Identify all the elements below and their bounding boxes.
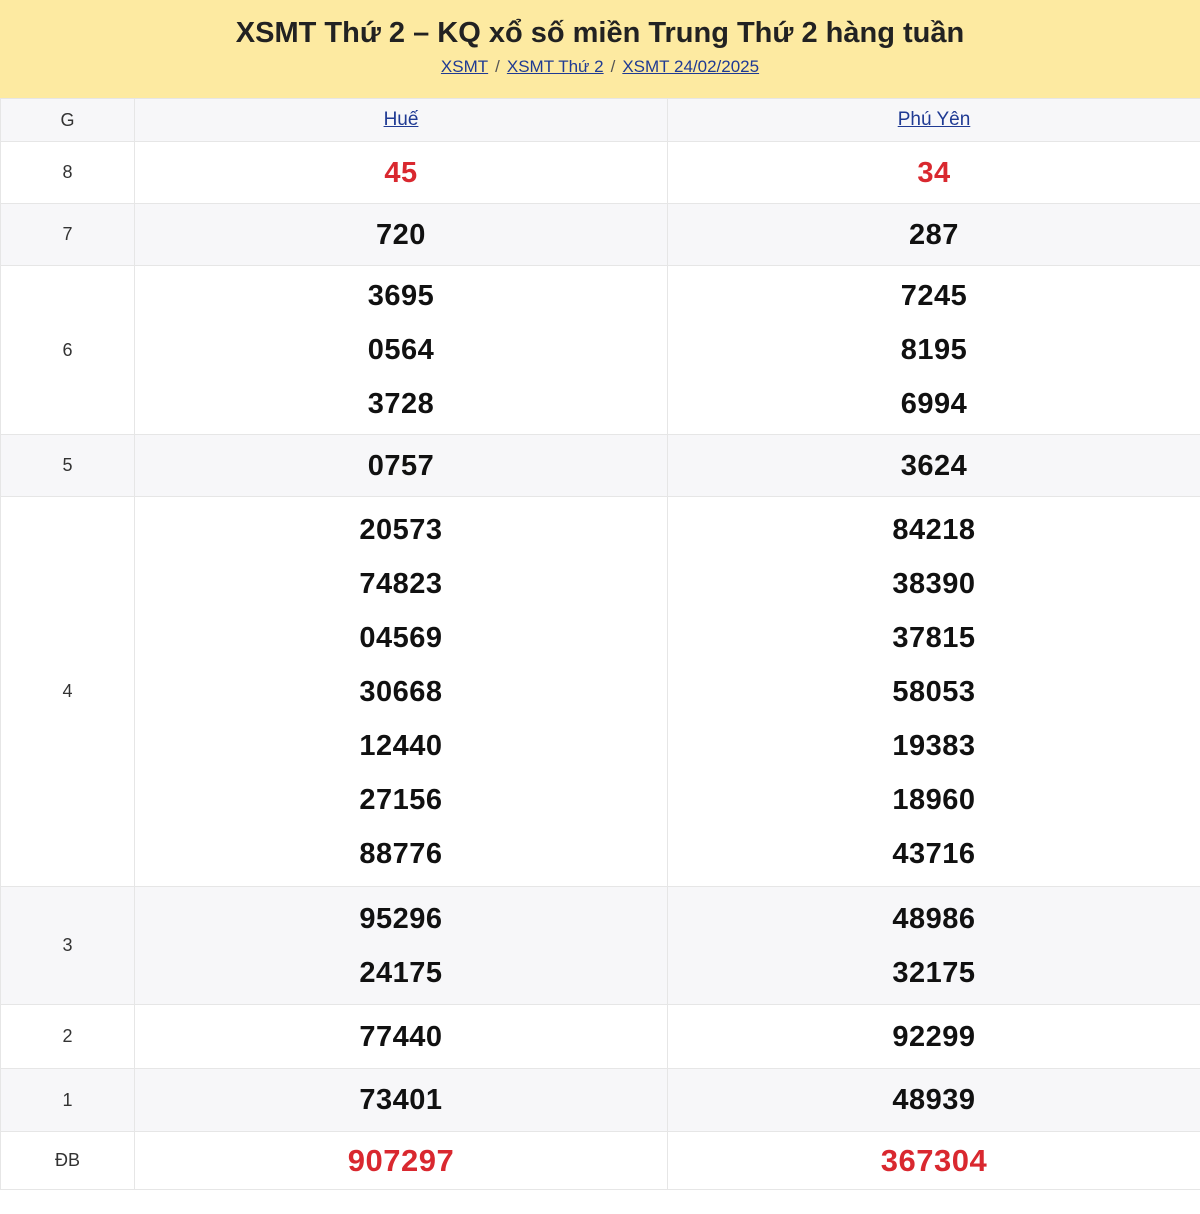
prize-label: 5 — [1, 435, 135, 497]
table-row — [1, 497, 1200, 887]
breadcrumb-separator: / — [610, 57, 616, 76]
result-cell-hue — [135, 1005, 668, 1069]
prize-label: 7 — [1, 204, 135, 266]
result-number: 84218 — [892, 513, 976, 546]
result-number: 04569 — [359, 621, 443, 654]
result-number: 38390 — [892, 567, 976, 600]
result-number: 48939 — [892, 1084, 976, 1116]
breadcrumb-separator: / — [495, 57, 500, 76]
column-header-prize: G — [1, 99, 135, 142]
result-number: 88776 — [359, 837, 443, 870]
table-header-row — [1, 99, 1200, 142]
result-number: 907297 — [347, 1142, 455, 1178]
result-cell-hue — [135, 204, 668, 266]
result-cell-hue — [135, 435, 668, 497]
result-cell-hue — [135, 142, 668, 204]
result-number: 6994 — [900, 388, 968, 420]
results-body — [1, 142, 1200, 1190]
result-number: 18960 — [892, 783, 976, 816]
result-number: 45 — [384, 156, 418, 189]
prize-label: 8 — [1, 142, 135, 204]
result-cell-phu-yen — [668, 1132, 1200, 1190]
result-number: 30668 — [359, 675, 443, 708]
prize-label: 1 — [1, 1069, 135, 1132]
result-cell-hue — [135, 887, 668, 1005]
column-header-hue — [135, 99, 668, 142]
result-cell-hue — [135, 266, 668, 435]
province-link-hue[interactable]: Huế — [383, 109, 419, 130]
result-cell-phu-yen — [668, 266, 1200, 435]
province-link-phu-yen[interactable]: Phú Yên — [897, 109, 971, 130]
result-number: 34 — [917, 156, 951, 189]
result-number: 0757 — [367, 449, 435, 482]
table-row — [1, 266, 1200, 435]
result-cell-phu-yen — [668, 204, 1200, 266]
result-cell-phu-yen — [668, 887, 1200, 1005]
prize-label: ĐB — [1, 1132, 135, 1190]
result-cell-hue — [135, 1132, 668, 1190]
result-number: 48986 — [892, 902, 976, 935]
result-number: 3695 — [367, 280, 435, 312]
prize-label: 6 — [1, 266, 135, 435]
table-row — [1, 204, 1200, 266]
result-number: 19383 — [892, 729, 976, 762]
result-number: 37815 — [892, 621, 976, 654]
result-cell-phu-yen — [668, 435, 1200, 497]
page-title: XSMT Thứ 2 – KQ xổ số miền Trung Thứ 2 hàng tuần — [235, 17, 965, 49]
result-number: 24175 — [359, 956, 443, 989]
result-number: 27156 — [359, 783, 443, 816]
page-header — [0, 0, 1200, 98]
result-cell-phu-yen — [668, 142, 1200, 204]
result-cell-phu-yen — [668, 497, 1200, 887]
breadcrumb-xsmt-thu-2[interactable]: XSMT Thứ 2 — [506, 57, 604, 76]
result-number: 12440 — [359, 729, 443, 762]
breadcrumb — [0, 56, 1200, 78]
result-number: 8195 — [900, 334, 968, 366]
column-header-phu-yen — [668, 99, 1200, 142]
result-cell-phu-yen — [668, 1005, 1200, 1069]
result-number: 367304 — [880, 1142, 988, 1178]
breadcrumb-xsmt-date[interactable]: XSMT 24/02/2025 — [622, 57, 760, 76]
result-number: 720 — [376, 218, 426, 251]
results-table — [0, 98, 1200, 1190]
table-row — [1, 1132, 1200, 1190]
table-row — [1, 887, 1200, 1005]
result-number: 3624 — [900, 449, 968, 482]
result-cell-hue — [135, 497, 668, 887]
result-number: 0564 — [367, 334, 435, 366]
result-number: 73401 — [359, 1084, 443, 1116]
prize-label: 4 — [1, 497, 135, 887]
table-row — [1, 435, 1200, 497]
result-number: 77440 — [359, 1020, 443, 1053]
result-number: 43716 — [892, 837, 976, 870]
result-number: 3728 — [367, 388, 435, 420]
prize-label: 3 — [1, 887, 135, 1005]
result-number: 287 — [909, 218, 959, 251]
table-row — [1, 1005, 1200, 1069]
table-row — [1, 1069, 1200, 1132]
result-cell-phu-yen — [668, 1069, 1200, 1132]
result-number: 92299 — [892, 1020, 976, 1053]
table-row — [1, 142, 1200, 204]
result-number: 20573 — [359, 513, 443, 546]
result-number: 32175 — [892, 956, 976, 989]
result-number: 74823 — [359, 567, 443, 600]
result-number: 7245 — [900, 280, 968, 312]
result-number: 95296 — [359, 902, 443, 935]
result-number: 58053 — [892, 675, 976, 708]
prize-label: 2 — [1, 1005, 135, 1069]
result-cell-hue — [135, 1069, 668, 1132]
breadcrumb-xsmt[interactable]: XSMT — [440, 57, 489, 76]
